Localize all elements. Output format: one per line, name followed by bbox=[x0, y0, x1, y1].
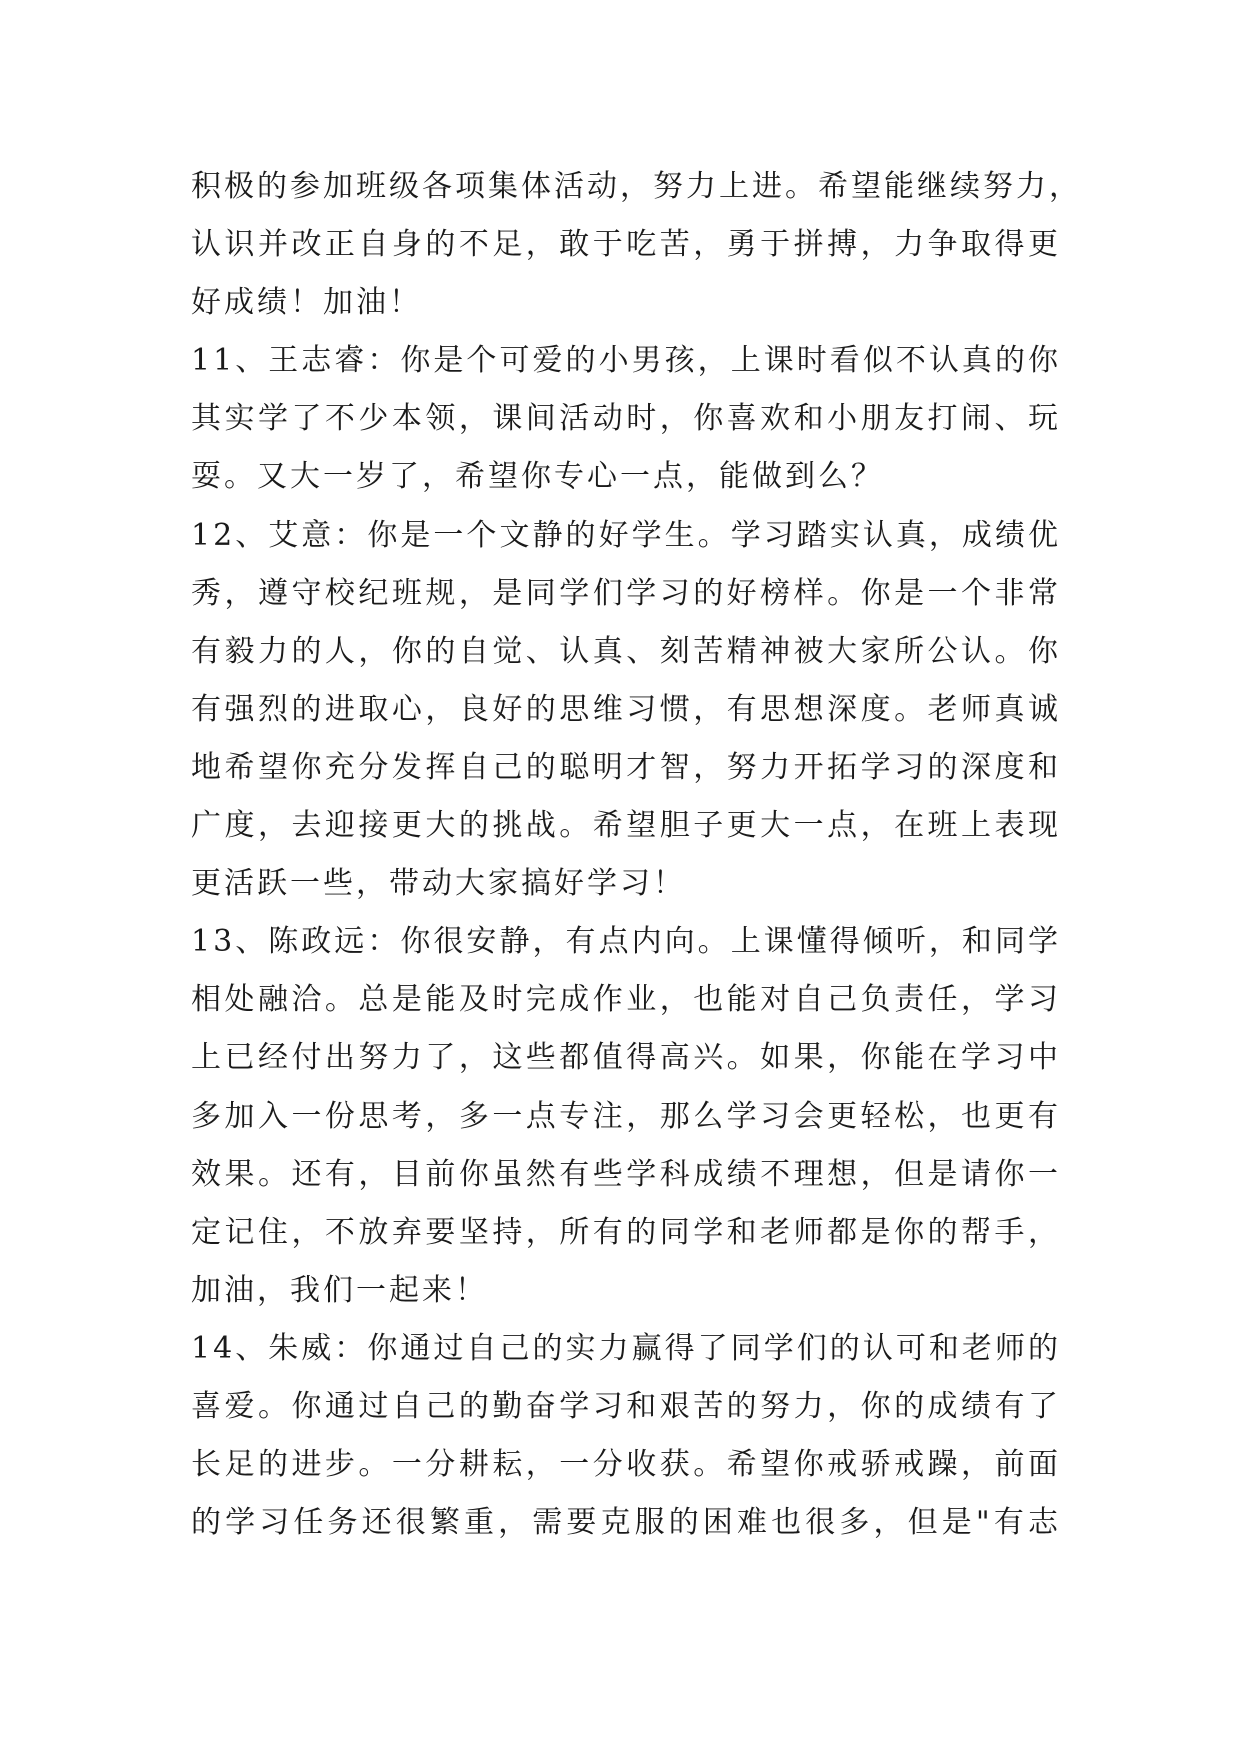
text-line: 多加入一份思考，多一点专注，那么学习会更轻松，也更有 bbox=[191, 1098, 1061, 1134]
text-line: 效果。还有，目前你虽然有些学科成绩不理想，但是请你一 bbox=[191, 1156, 1061, 1192]
text-line: 积极的参加班级各项集体活动，努力上进。希望能继续努力， bbox=[191, 169, 1082, 204]
text-line: 耍。又大一岁了，希望你专心一点，能做到么？ bbox=[191, 459, 884, 495]
document-body bbox=[191, 158, 1082, 1552]
text-line: 13、陈政远：你很安静，有点内向。上课懂得倾听，和同学 bbox=[191, 924, 1061, 960]
text-line: 12、艾意：你是一个文静的好学生。学习踏实认真，成绩优 bbox=[191, 517, 1061, 553]
text-line: 长足的进步。一分耕耘，一分收获。希望你戒骄戒躁，前面 bbox=[191, 1447, 1061, 1483]
text-line: 有强烈的进取心，良好的思维习惯，有思想深度。老师真诚 bbox=[191, 691, 1061, 727]
text-line: 更活跃一些，带动大家搞好学习！ bbox=[191, 866, 686, 902]
text-line: 的学习任务还很繁重，需要克服的困难也很多，但是"有志 bbox=[191, 1505, 1061, 1541]
text-line: 喜爱。你通过自己的勤奋学习和艰苦的努力，你的成绩有了 bbox=[191, 1388, 1061, 1424]
text-line: 认识并改正自身的不足，敢于吃苦，勇于拼搏，力争取得更 bbox=[191, 227, 1061, 263]
text-line: 11、王志睿：你是个可爱的小男孩，上课时看似不认真的你 bbox=[191, 343, 1061, 379]
text-line: 上已经付出努力了，这些都值得高兴。如果，你能在学习中 bbox=[191, 1040, 1061, 1076]
text-line: 秀，遵守校纪班规，是同学们学习的好榜样。你是一个非常 bbox=[191, 575, 1061, 611]
text-line: 加油，我们一起来！ bbox=[191, 1272, 488, 1308]
text-line: 广度，去迎接更大的挑战。希望胆子更大一点，在班上表现 bbox=[191, 808, 1061, 844]
text-line: 地希望你充分发挥自己的聪明才智，努力开拓学习的深度和 bbox=[191, 749, 1061, 785]
text-line: 有毅力的人，你的自觉、认真、刻苦精神被大家所公认。你 bbox=[191, 633, 1061, 669]
text-line: 14、朱威：你通过自己的实力赢得了同学们的认可和老师的 bbox=[191, 1330, 1061, 1366]
text-line: 相处融洽。总是能及时完成作业，也能对自己负责任，学习 bbox=[191, 982, 1061, 1018]
text-line: 其实学了不少本领，课间活动时，你喜欢和小朋友打闹、玩 bbox=[191, 401, 1061, 437]
text-line: 好成绩！加油！ bbox=[191, 285, 422, 321]
text-line: 定记住，不放弃要坚持，所有的同学和老师都是你的帮手， bbox=[191, 1214, 1061, 1250]
